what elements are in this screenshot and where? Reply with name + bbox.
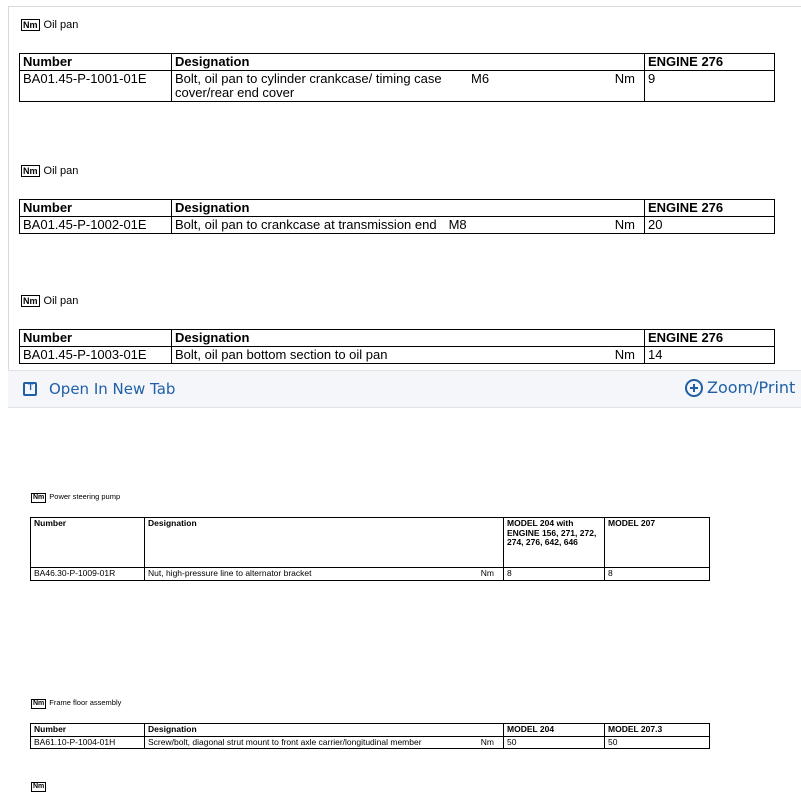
plus-circle-icon [685,379,703,397]
thread-size: M6 [471,71,490,86]
header-designation: Designation [145,724,504,737]
cell-value: 14 [645,347,775,364]
header-designation: Designation [172,54,645,71]
torque-table [19,53,775,102]
section-title: Nm Power steering pump [33,492,121,501]
header-model: MODEL 204 [504,724,605,737]
header-engine: ENGINE 276 [645,200,775,217]
torque-nm-icon: Nm [23,296,38,306]
header-model: MODEL 207.3 [605,724,710,737]
table-row [31,736,710,749]
cell-number: BA01.45-P-1002-01E [20,217,172,234]
cell-value: 9 [645,71,775,102]
cell-designation: Bolt, oil pan to crankcase at transmission end M8 Nm [172,217,645,234]
document-toolbar [8,370,801,408]
table-row [31,568,710,581]
section-title: Nm Oil pan [23,165,79,177]
cell-value: 50 [605,736,710,749]
header-model: MODEL 207 [605,518,710,568]
header-number: Number [31,724,145,737]
header-engine: ENGINE 276 [645,330,775,347]
cell-value: 50 [504,736,605,749]
torque-nm-icon: Nm [33,700,45,707]
cell-value: 8 [504,568,605,581]
header-number: Number [31,518,145,568]
unit-label: Nm [614,217,635,232]
section-title: Nm Frame floor assembly [33,698,122,707]
open-in-new-tab-link[interactable]: ↑ Open In New Tab [23,380,175,398]
table-row [20,71,775,102]
torque-nm-icon: Nm [23,20,38,30]
torque-table [19,329,775,364]
cell-number: BA61.10-P-1004-01H [31,736,145,749]
header-designation: Designation [145,518,504,568]
open-in-new-tab-icon [23,382,37,396]
cell-number: BA46.30-P-1009-01R [31,568,145,581]
torque-table [30,723,710,749]
header-designation: Designation [172,200,645,217]
header-designation: Designation [172,330,645,347]
cell-designation: Screw/bolt, diagonal strut mount to front axle carrier/longitudinal member Nm [145,736,504,749]
header-model: MODEL 204 with ENGINE 156, 271, 272, 274, 276, 642, 646 [504,518,605,568]
cell-number: BA01.45-P-1001-01E [20,71,172,102]
header-number: Number [20,200,172,217]
header-number: Number [20,330,172,347]
unit-label: Nm [480,568,494,578]
section-title: Nm Oil pan [23,295,79,307]
cell-number: BA01.45-P-1003-01E [20,347,172,364]
torque-nm-icon: Nm [23,166,38,176]
cell-value: 8 [605,568,710,581]
torque-table [19,199,775,234]
torque-table [30,517,710,581]
table-row [20,217,775,234]
cell-designation: Nut, high-pressure line to alternator bracket Nm [145,568,504,581]
torque-nm-icon: Nm [33,783,45,790]
cell-designation: Bolt, oil pan to cylinder crankcase/ timing case cover/rear end cover M6 Nm [172,71,645,102]
unit-label: Nm [480,736,494,747]
thread-size: M8 [448,217,467,232]
section-title [31,775,46,793]
header-number: Number [20,54,172,71]
unit-label: Nm [614,71,635,86]
cell-designation: Bolt, oil pan bottom section to oil pan Nm [172,347,645,364]
zoom-print-button[interactable]: Zoom/Print [685,378,795,397]
table-row [20,347,775,364]
cell-value: 20 [645,217,775,234]
section-title: Nm Oil pan [23,19,79,31]
unit-label: Nm [614,347,635,362]
torque-nm-icon: Nm [33,494,45,501]
header-engine: ENGINE 276 [645,54,775,71]
document-panel [8,6,801,407]
